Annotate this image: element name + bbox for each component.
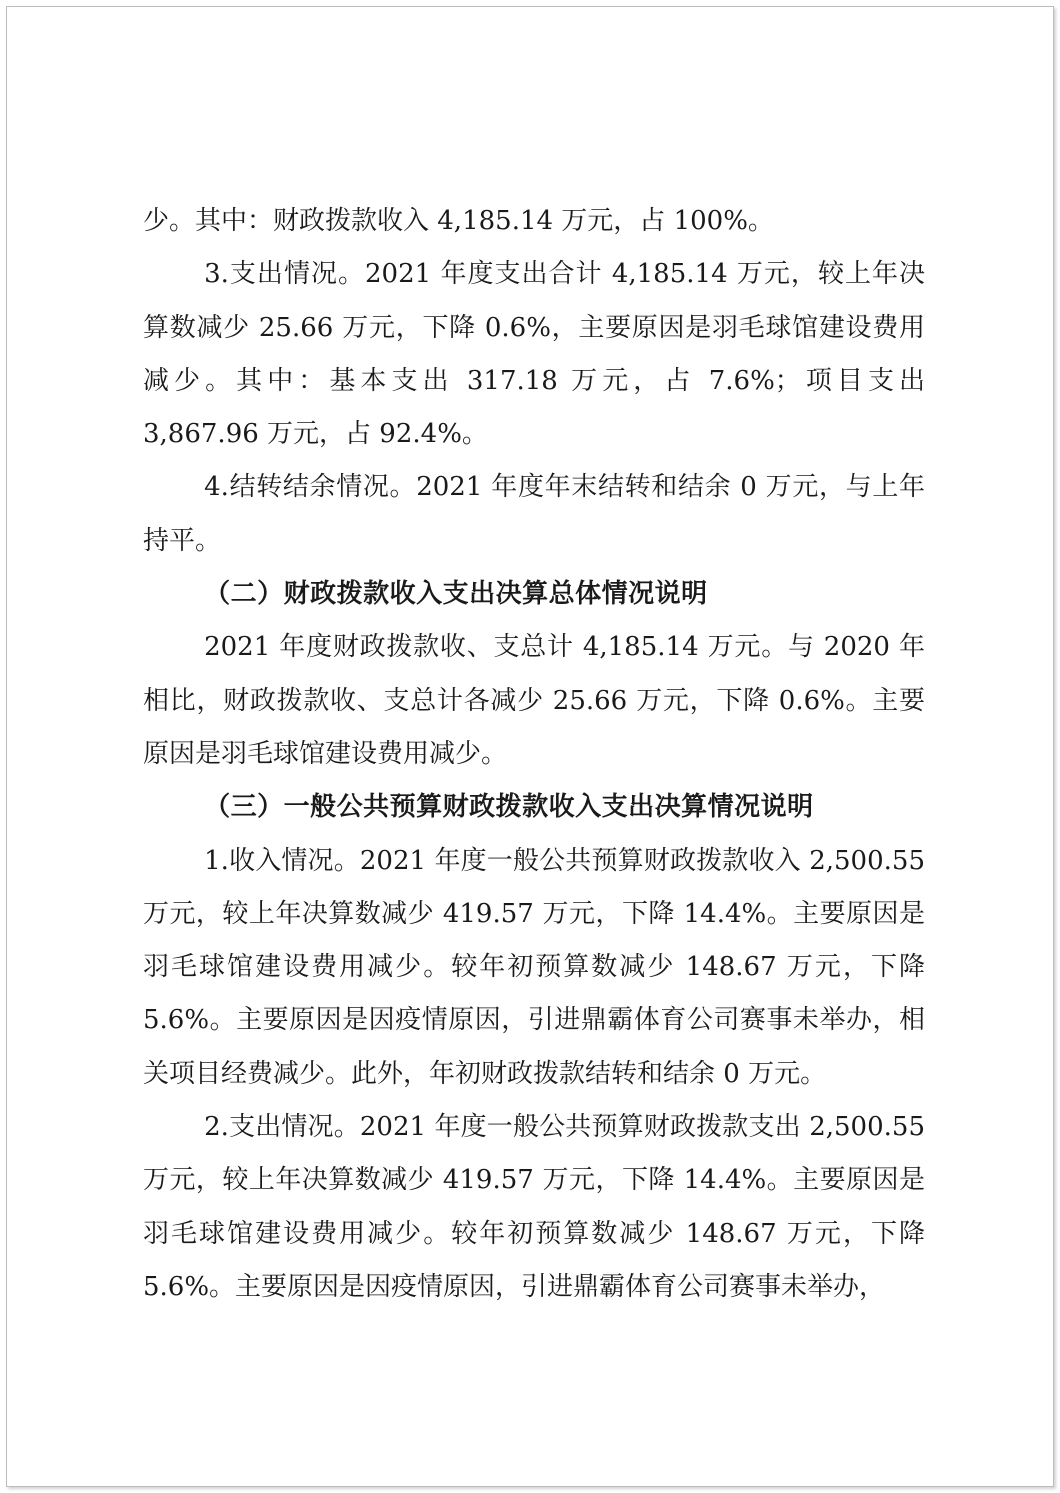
section-heading-general-budget: （三）一般公共预算财政拨款收入支出决算情况说明 [204, 792, 814, 823]
paragraph-expenditure: 3.支出情况。2021 年度支出合计 4,185.14 万元，较上年决算数减少 25.66 万元，下降 0.6%，主要原因是羽毛球馆建设费用减少。其中：基本支出 317.18 万元，占 7.6%；项目支出 3,867.96 万元，占 92.4%。 [143, 259, 925, 450]
paragraph-income-continuation: 少。其中：财政拨款收入 4,185.14 万元，占 100%。 [143, 206, 774, 236]
document-body [143, 195, 925, 1314]
paragraph-carryover: 4.结转结余情况。2021 年度年末结转和结余 0 万元，与上年持平。 [143, 472, 925, 556]
paragraph-fiscal-overall: 2021 年度财政拨款收、支总计 4,185.14 万元。与 2020 年相比，财政拨款收、支总计各减少 25.66 万元，下降 0.6%。主要原因是羽毛球馆建设费用减少。 [143, 632, 925, 769]
paragraph-general-budget-income: 1.收入情况。2021 年度一般公共预算财政拨款收入 2,500.55 万元，较上年决算数减少 419.57 万元，下降 14.4%。主要原因是羽毛球馆建设费用减少。较年初预算数减少 148.67 万元，下降 5.6%。主要原因是因疫情原因，引进鼎霸体育公司赛事未举办，相关项目经费减少。此外，年初财政拨款结转和结余 0 万元。 [143, 845, 925, 1089]
paragraph-general-budget-expenditure: 2.支出情况。2021 年度一般公共预算财政拨款支出 2,500.55 万元，较上年决算数减少 419.57 万元，下降 14.4%。主要原因是羽毛球馆建设费用减少。较年初预算数减少 148.67 万元，下降 5.6%。主要原因是因疫情原因，引进鼎霸体育公司赛事未举办， [143, 1112, 925, 1302]
section-heading-fiscal-overall: （二）财政拨款收入支出决算总体情况说明 [204, 579, 708, 610]
